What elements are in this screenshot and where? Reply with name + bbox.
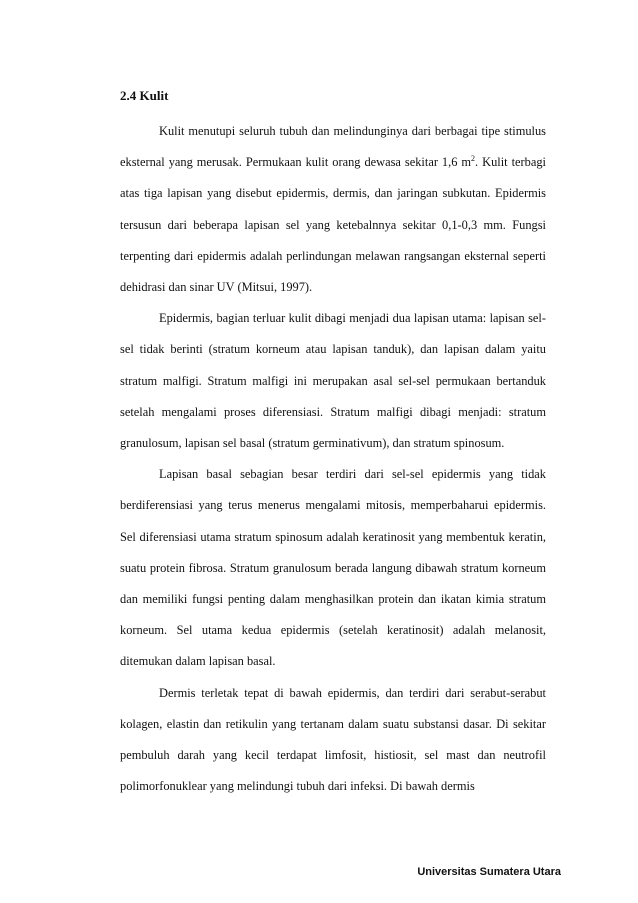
paragraph-text: Kulit menutupi seluruh tubuh dan melindunginya dari berbagai tipe stimulus eksternal yang merusak. Permukaan kulit orang dewasa sekitar 1,6 m <box>120 124 546 170</box>
paragraph-text: . Kulit terbagi atas tiga lapisan yang disebut epidermis, dermis, dan jaringan subkutan. Epidermis tersusun dari beberapa lapisan sel yang ketebalnnya sekitar 0,1-0,3 mm. Fungsi terpenting dari epidermis adalah perlindungan melawan rangsangan eksternal seperti dehidrasi dan sinar UV (Mitsui, 1997). <box>120 155 546 295</box>
section-heading: 2.4 Kulit <box>120 88 169 103</box>
paragraph-lapisan-basal: Lapisan basal sebagian besar terdiri dari sel-sel epidermis yang tidak berdiferensiasi yang terus menerus mengalami mitosis, memperbaharui epidermis. Sel diferensiasi utama stratum spinosum adalah keratinosit yang membentuk keratin, suatu protein fibrosa. Stratum granulosum berada langung dibawah stratum korneum dan memiliki fungsi penting dalam menghasilkan protein dan ikatan kimia stratum korneum. Sel utama kedua epidermis (setelah keratinosit) adalah melanosit, ditemukan dalam lapisan basal. <box>120 467 546 669</box>
paragraph-kulit-intro <box>120 116 546 303</box>
page-body <box>120 88 546 802</box>
paragraph-dermis: Dermis terletak tepat di bawah epidermis, dan terdiri dari serabut-serabut kolagen, elastin dan retikulin yang tertanam dalam suatu substansi dasar. Di sekitar pembuluh darah yang kecil terdapat limfosit, histiosit, sel mast dan neutrofil polimorfonuklear yang melindungi tubuh dari infeksi. Di bawah dermis <box>120 685 546 794</box>
footer-institution: Universitas Sumatera Utara <box>417 866 561 878</box>
superscript-exponent: 2 <box>471 154 476 164</box>
paragraph-epidermis: Epidermis, bagian terluar kulit dibagi menjadi dua lapisan utama: lapisan sel-sel tidak berinti (stratum korneum atau lapisan tanduk), dan lapisan dalam yaitu stratum malfigi. Stratum malfigi ini merupakan asal sel-sel permukaan bertanduk setelah mengalami proses diferensiasi. Stratum malfigi dibagi menjadi: stratum granulosum, lapisan sel basal (stratum germinativum), dan stratum spinosum. <box>120 311 546 451</box>
